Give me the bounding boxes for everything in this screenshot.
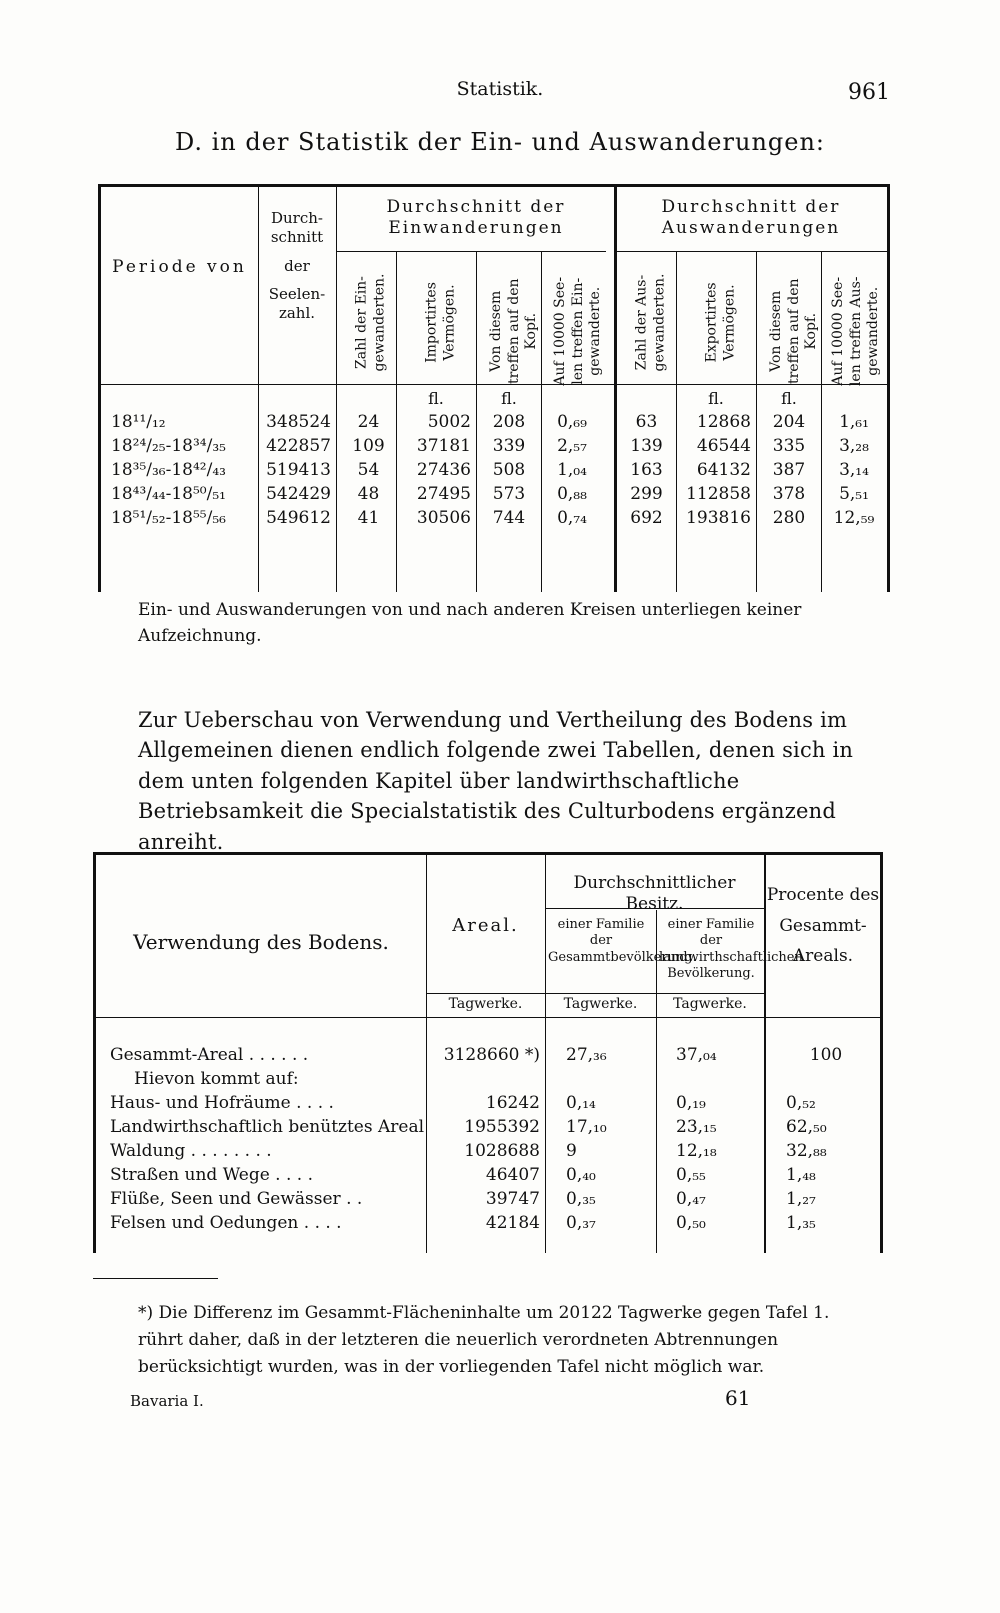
table-cell: 41 bbox=[357, 508, 380, 528]
table-cell: 1028688 bbox=[464, 1141, 540, 1161]
land-use-label: Flüße, Seen und Gewässer . . bbox=[110, 1189, 363, 1209]
land-use-table bbox=[93, 852, 883, 1253]
table-cell: 27436 bbox=[416, 460, 471, 480]
table-cell: 0,₄₀ bbox=[566, 1165, 596, 1185]
group-rule bbox=[617, 251, 887, 252]
header-avg-agri-family: einer Familie der landwirthschaftlichen Bevölkerung. bbox=[659, 917, 803, 981]
table-cell: 16242 bbox=[485, 1093, 540, 1113]
table-cell: 42184 bbox=[485, 1213, 540, 1233]
table-cell: 0,₁₉ bbox=[676, 1093, 706, 1113]
col-divider bbox=[336, 187, 337, 592]
header-period: Periode von bbox=[112, 257, 247, 277]
table-cell: 1,₀₄ bbox=[557, 460, 587, 480]
unit-rule bbox=[426, 993, 764, 994]
table-cell: 0,₇₄ bbox=[557, 508, 587, 528]
period-cell: 18¹¹/₁₂ bbox=[111, 412, 166, 432]
table-cell: 39747 bbox=[485, 1189, 540, 1209]
table-cell: 0,₅₀ bbox=[676, 1213, 706, 1233]
running-title: Statistik. bbox=[456, 78, 544, 100]
header-percent: Procente des Gesammt-Areals. bbox=[766, 885, 880, 967]
land-use-label: Felsen und Oedungen . . . . bbox=[110, 1213, 342, 1233]
table-cell: 280 bbox=[772, 508, 806, 528]
group-rule bbox=[336, 251, 606, 252]
subheader-per-10000: Auf 10000 See- len treffen Aus- gewanderte. bbox=[829, 276, 881, 387]
header-avg-holding: Durchschnittlicher Besitz. bbox=[573, 873, 736, 915]
table-cell: 17,₁₀ bbox=[566, 1117, 607, 1137]
table-cell: 422857 bbox=[266, 436, 331, 456]
table-cell: 0,₆₉ bbox=[557, 412, 587, 432]
table-cell: 112858 bbox=[686, 484, 751, 504]
body-paragraph: Zur Ueberschau von Verwendung und Vertheilung des Bodens im Allgemeinen dienen endlich folgende zwei Tabellen, denen sich in dem unten folgenden Kapitel über landwirthschaftliche Betriebsamkeit die Specialstatistik des Culturbodens ergänzend anreiht. bbox=[138, 708, 854, 854]
period-cell: 18³⁵/₃₆-18⁴²/₄₃ bbox=[111, 460, 226, 480]
table-cell: 23,₁₅ bbox=[676, 1117, 717, 1137]
table-cell: 37181 bbox=[416, 436, 471, 456]
subheader-imported-wealth: Importirtes Vermögen. bbox=[423, 282, 457, 363]
subheader-per-head: Von diesem treffen auf den Kopf. bbox=[487, 278, 539, 385]
table-cell: 508 bbox=[492, 460, 526, 480]
table-cell: 387 bbox=[772, 460, 806, 480]
section-title: D. in der Statistik der Ein- und Auswanderungen: bbox=[174, 128, 826, 156]
migration-table bbox=[98, 184, 890, 592]
table-cell: 0,₁₄ bbox=[566, 1093, 596, 1113]
land-use-label: Hievon kommt auf: bbox=[134, 1069, 299, 1089]
subheader-immigrants: Zahl der Ein- gewanderten. bbox=[353, 273, 387, 372]
footnote-rule bbox=[93, 1278, 218, 1279]
table-cell: 3128660 *) bbox=[443, 1045, 540, 1065]
header-avg-population: Durch- schnitt der Seelen- zahl. bbox=[268, 209, 326, 322]
table-cell: 299 bbox=[630, 484, 663, 504]
table-cell: 208 bbox=[492, 412, 526, 432]
table-cell: 30506 bbox=[416, 508, 471, 528]
land-use-label: Waldung . . . . . . . . bbox=[110, 1141, 272, 1161]
table-cell: 692 bbox=[630, 508, 663, 528]
table-cell: 63 bbox=[635, 412, 658, 432]
table-cell: 1,₄₈ bbox=[786, 1165, 816, 1185]
unit-label: fl. bbox=[708, 389, 724, 408]
table-cell: 1,₆₁ bbox=[839, 412, 869, 432]
table-cell: 0,₃₅ bbox=[566, 1189, 596, 1209]
table-cell: 109 bbox=[352, 436, 385, 456]
table-cell: 204 bbox=[772, 412, 806, 432]
table-cell: 542429 bbox=[266, 484, 331, 504]
table-cell: 573 bbox=[492, 484, 526, 504]
table-cell: 27,₃₆ bbox=[566, 1045, 607, 1065]
col-divider bbox=[614, 187, 617, 592]
header-area: Areal. bbox=[452, 915, 519, 936]
table-cell: 54 bbox=[357, 460, 380, 480]
table-cell: 46407 bbox=[485, 1165, 540, 1185]
land-use-label: Landwirthschaftlich benütztes Areal bbox=[110, 1117, 425, 1137]
period-cell: 18⁵¹/₅₂-18⁵⁵/₅₆ bbox=[111, 508, 226, 528]
signature-number: 61 bbox=[725, 1386, 751, 1410]
unit-label: fl. bbox=[428, 389, 444, 408]
table-cell: 348524 bbox=[266, 412, 331, 432]
table-cell: 1,₂₇ bbox=[786, 1189, 816, 1209]
table-cell: 62,₅₀ bbox=[786, 1117, 827, 1137]
table-cell: 100 bbox=[809, 1045, 843, 1065]
unit-label: fl. bbox=[501, 389, 517, 408]
col-divider bbox=[396, 252, 397, 592]
table-cell: 0,₄₇ bbox=[676, 1189, 706, 1209]
table-cell: 0,₃₇ bbox=[566, 1213, 596, 1233]
table-cell: 5,₅₁ bbox=[839, 484, 869, 504]
header-land-use: Verwendung des Bodens. bbox=[133, 930, 389, 954]
col-divider bbox=[476, 252, 477, 592]
table-cell: 339 bbox=[492, 436, 526, 456]
unit-label: Tagwerke. bbox=[673, 996, 747, 1012]
unit-label: Tagwerke. bbox=[563, 996, 638, 1012]
subheader-per-head: Von diesem treffen auf den Kopf. bbox=[767, 278, 819, 385]
table-cell: 24 bbox=[357, 412, 380, 432]
table-cell: 32,₈₈ bbox=[786, 1141, 827, 1161]
table-cell: 1955392 bbox=[464, 1117, 540, 1137]
table-cell: 3,₂₈ bbox=[839, 436, 869, 456]
subheader-per-10000: Auf 10000 See- len treffen Ein- gewanderte. bbox=[551, 276, 603, 386]
table-cell: 64132 bbox=[696, 460, 751, 480]
land-use-label: Straßen und Wege . . . . bbox=[110, 1165, 314, 1185]
table-cell: 378 bbox=[772, 484, 806, 504]
footnote: *) Die Differenz im Gesammt-Flächeninhalte um 20122 Tagwerke gegen Tafel 1. rührt daher, daß in der letzteren die neuerlich verordneten Abtrennungen berücksichtigt wurden, was in der vorliegenden Tafel nicht möglich war. bbox=[138, 1303, 830, 1378]
table-cell: 163 bbox=[630, 460, 663, 480]
table-cell: 744 bbox=[492, 508, 526, 528]
table-cell: 46544 bbox=[696, 436, 751, 456]
period-cell: 18⁴³/₄₄-18⁵⁰/₅₁ bbox=[111, 484, 226, 504]
land-use-label: Haus- und Hofräume . . . . bbox=[110, 1093, 334, 1113]
table-cell: 519413 bbox=[266, 460, 331, 480]
table-cell: 0,₅₂ bbox=[786, 1093, 816, 1113]
table-cell: 27495 bbox=[416, 484, 471, 504]
table-cell: 9 bbox=[566, 1141, 577, 1161]
table-cell: 139 bbox=[630, 436, 663, 456]
table-cell: 0,₅₅ bbox=[676, 1165, 706, 1185]
table-cell: 37,₀₄ bbox=[676, 1045, 717, 1065]
page-number: 961 bbox=[848, 80, 890, 105]
col-divider bbox=[821, 252, 822, 592]
table-cell: 12868 bbox=[696, 412, 751, 432]
period-cell: 18²⁴/₂₅-18³⁴/₃₅ bbox=[111, 436, 226, 456]
migration-note: Ein- und Auswanderungen von und nach anderen Kreisen unterliegen keiner Aufzeichnung. bbox=[138, 600, 802, 647]
land-use-label: Gesammt-Areal . . . . . . bbox=[110, 1045, 309, 1065]
printer-signature: Bavaria I. bbox=[130, 1392, 204, 1410]
unit-label: fl. bbox=[781, 389, 797, 408]
table-cell: 2,₅₇ bbox=[557, 436, 587, 456]
header-avg-family: einer Familie der Gesammtbevölkerung. bbox=[548, 917, 697, 965]
table-cell: 3,₁₄ bbox=[839, 460, 869, 480]
header-immigration: Durchschnitt der Einwanderungen bbox=[386, 197, 566, 239]
table-cell: 193816 bbox=[686, 508, 751, 528]
table-cell: 335 bbox=[772, 436, 806, 456]
subheader-exported-wealth: Exportirtes Vermögen. bbox=[703, 282, 737, 363]
table-cell: 48 bbox=[357, 484, 380, 504]
table-cell: 549612 bbox=[266, 508, 331, 528]
table-cell: 1,₃₅ bbox=[786, 1213, 816, 1233]
header-rule bbox=[96, 1017, 880, 1018]
table-cell: 12,₅₉ bbox=[833, 508, 875, 528]
table-cell: 5002 bbox=[427, 412, 471, 432]
col-divider bbox=[756, 252, 757, 592]
col-divider bbox=[676, 252, 677, 592]
subheader-emigrants: Zahl der Aus- gewanderten. bbox=[633, 273, 667, 372]
header-emigration: Durchschnitt der Auswanderungen bbox=[661, 197, 841, 239]
table-cell: 12,₁₈ bbox=[676, 1141, 717, 1161]
table-cell: 0,₈₈ bbox=[557, 484, 587, 504]
unit-label: Tagwerke. bbox=[448, 996, 523, 1012]
